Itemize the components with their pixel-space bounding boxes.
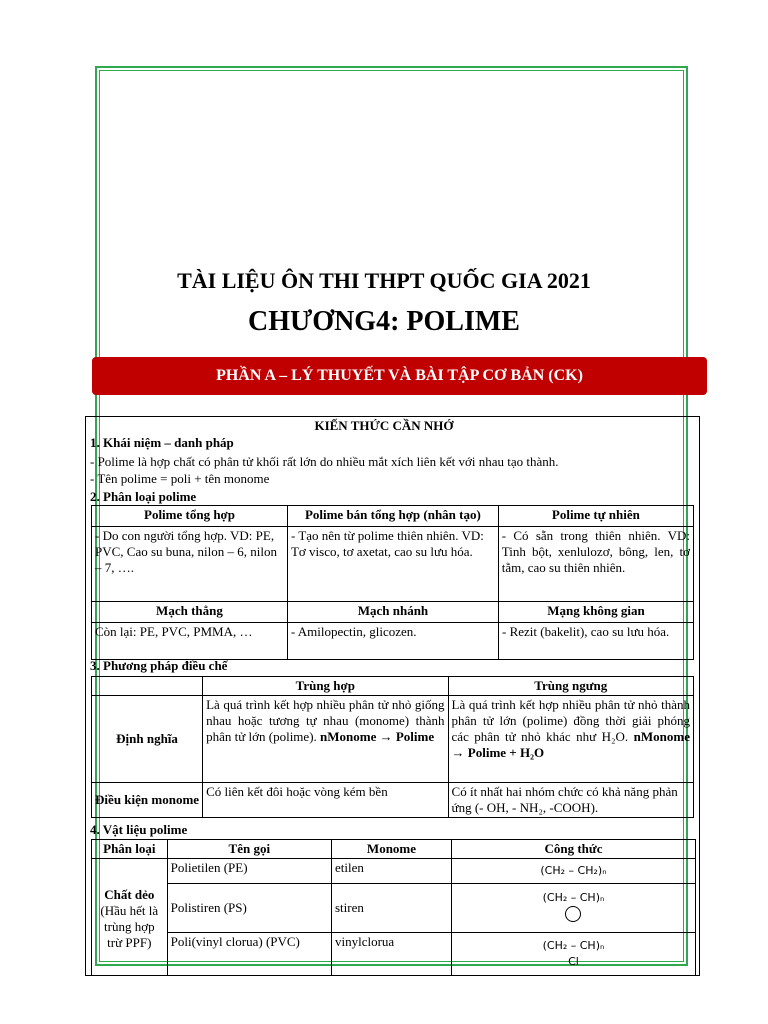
row-condition-label: Điều kiện monome: [92, 783, 203, 818]
condensation-equation: nMonome → Polime + H₂O: [451, 729, 690, 760]
row-pvc-monomer: vinylclorua: [331, 933, 451, 976]
col-natural: Polime tự nhiên: [498, 506, 693, 527]
cell-synthetic: - Do con người tổng hợp. VD: PE, PVC, Cao su buna, nilon – 6, nilon – 7, ….: [92, 527, 288, 602]
polymerization-equation: nMonome → Polime: [320, 729, 435, 744]
col-linear: Mạch thẳng: [92, 602, 288, 623]
classification-table-2: [91, 601, 694, 660]
preparation-table: [91, 676, 694, 818]
row-definition-label: Định nghĩa: [92, 696, 203, 783]
col-branched: Mạch nhánh: [287, 602, 498, 623]
document-title: TÀI LIỆU ÔN THI THPT QUỐC GIA 2021: [177, 268, 591, 293]
row-pvc-formula-cell: [451, 933, 695, 976]
col-type: Phân loại: [92, 840, 168, 859]
row-ps-monomer: stiren: [331, 884, 451, 933]
s1-line2: - Tên polime = poli + tên monome: [90, 471, 270, 486]
col-condensation: Trùng ngưng: [448, 677, 693, 696]
section-banner: PHẦN A – LÝ THUYẾT VÀ BÀI TẬP CƠ BẢN (CK): [92, 357, 707, 395]
group-plastics: [92, 859, 168, 976]
s1-heading: 1. Khái niệm – danh pháp: [90, 435, 234, 450]
col-monomer: Monome: [331, 840, 451, 859]
s1-line1: - Polime là hợp chất có phân tử khối rất lớn do nhiều mắt xích liên kết với nhau tạo thành.: [90, 454, 559, 469]
benzene-ring-icon: [565, 906, 581, 922]
row-pvc-substituent: Cl: [568, 955, 579, 968]
col-polymerization: Trùng hợp: [203, 677, 448, 696]
col-network: Mạng không gian: [498, 602, 693, 623]
cell-branched: - Amilopectin, glicozen.: [287, 623, 498, 660]
cell-polymerization-cond: Có liên kết đôi hoặc vòng kém bền: [203, 783, 448, 818]
cell-condensation-def: [448, 696, 693, 783]
col-semisynthetic: Polime bán tổng hợp (nhân tạo): [287, 506, 498, 527]
col-name: Tên gọi: [167, 840, 331, 859]
condensation-def-text: Là quá trình kết hợp nhiều phân tử nhỏ thành phân tử lớn (polime) đồng thời giải phóng các phân tử nhỏ khác như H₂O.: [451, 697, 690, 744]
s4-heading: 4. Vật liệu polime: [90, 822, 188, 837]
group-plastics-note: (Hầu hết là trùng hợp trừ PPF): [100, 902, 159, 950]
cell-semisynthetic: - Tạo nên từ polime thiên nhiên. VD: Tơ visco, tơ axetat, cao su lưu hóa.: [287, 527, 498, 602]
group-plastics-label: Chất dẻo: [104, 886, 155, 902]
polymerization-def-text: Là quá trình kết hợp nhiều phân tử nhỏ giống nhau hoặc tương tự nhau (monome) thành phân tử lớn (polime).: [206, 697, 445, 744]
col-formula: Công thức: [451, 840, 695, 859]
section-title: KIẾN THỨC CẦN NHỚ: [314, 418, 454, 433]
s3-heading: 3. Phương pháp điều chế: [90, 658, 228, 673]
cell-natural: - Có sẵn trong thiên nhiên. VD: Tinh bột, xenlulozơ, bông, len, tơ tằm, cao su thiên nhiên.: [498, 527, 693, 602]
empty-corner: [92, 677, 203, 696]
materials-table: [91, 839, 696, 976]
cell-network: - Rezit (bakelit), cao su lưu hóa.: [498, 623, 693, 660]
row-pvc-formula: (CH₂ – CH)ₙ: [542, 939, 605, 952]
row-pe-formula: (CH₂ – CH₂)ₙ: [451, 859, 695, 884]
row-pe-name: Polietilen (PE): [167, 859, 331, 884]
cell-linear: Còn lại: PE, PVC, PMMA, …: [92, 623, 288, 660]
col-synthetic: Polime tổng hợp: [92, 506, 288, 527]
cell-polymerization-def: [203, 696, 448, 783]
row-ps-name: Polistiren (PS): [167, 884, 331, 933]
row-ps-formula: (CH₂ – CH)ₙ: [542, 890, 605, 904]
s2-heading: 2. Phân loại polime: [90, 489, 197, 504]
cell-condensation-cond: Có ít nhất hai nhóm chức có khả năng phản ứng (- OH, - NH₂, -COOH).: [448, 783, 693, 818]
classification-table-1: [91, 505, 694, 602]
row-ps-formula-cell: [451, 884, 695, 933]
row-pe-monomer: etilen: [331, 859, 451, 884]
chapter-title: CHƯƠNG4: POLIME: [248, 306, 520, 337]
row-pvc-name: Poli(vinyl clorua) (PVC): [167, 933, 331, 976]
